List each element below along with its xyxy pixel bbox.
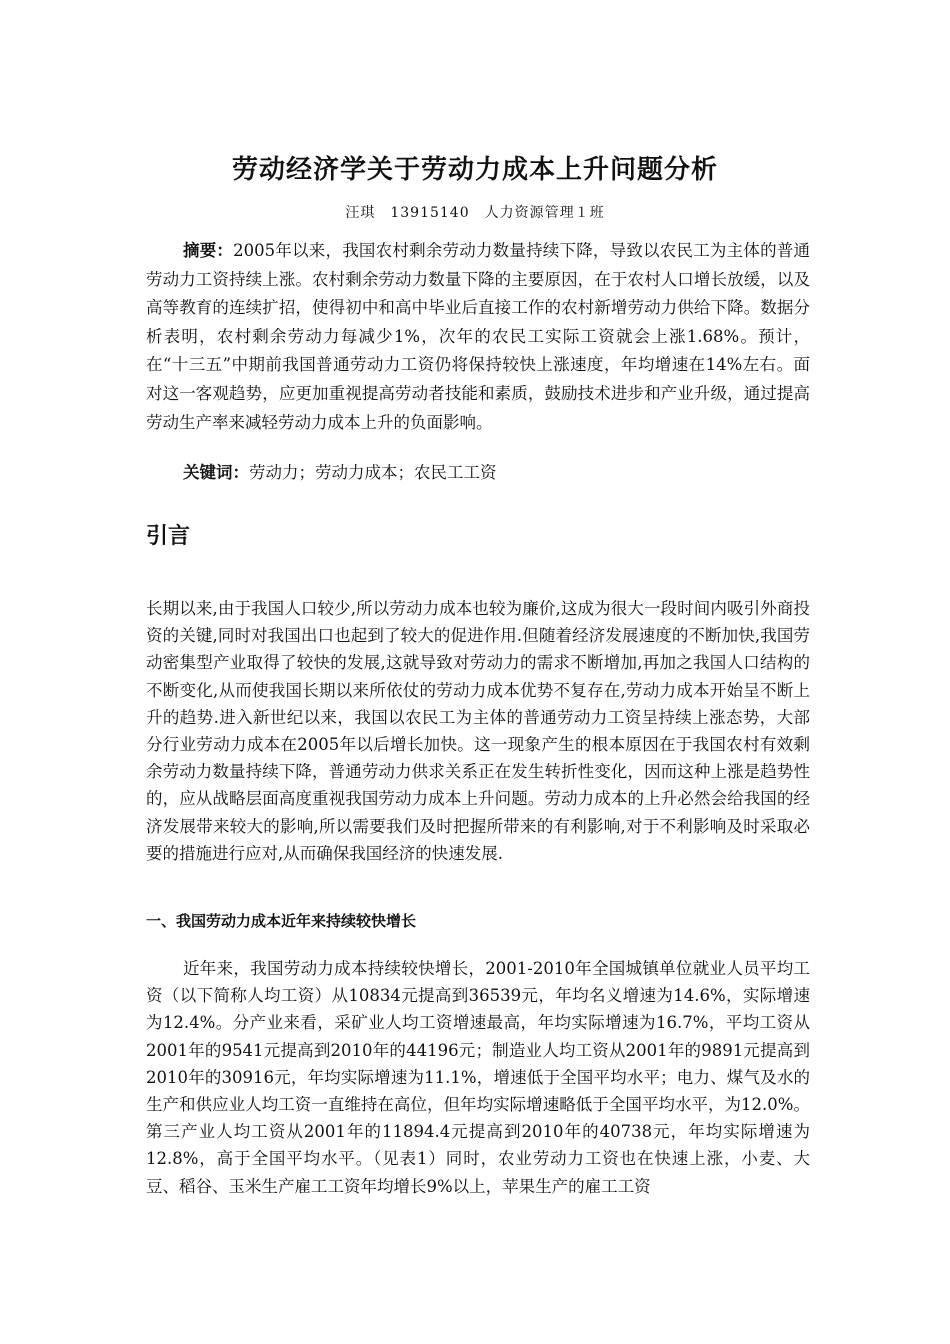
intro-heading: 引言 [146,524,191,549]
abstract-paragraph [146,237,810,437]
keywords-label: 关键词： [183,463,249,482]
intro-paragraph: 长期以来,由于我国人口较少,所以劳动力成本也较为廉价,这成为很大一段时间内吸引外商投资的关键,同时对我国出口也起到了较大的促进作用.但随着经济发展速度的不断加快,我国劳动密集型产业取得了较快的发展,这就导致对劳动力的需求不断增加,再加之我国人口结构的不断变化,从而使我国长期以来所依仗的劳动力成本优势不复存在,劳动力成本开始呈不断上升的趋势.进入新世纪以来，我国以农民工为主体的普通劳动力工资呈持续上涨态势，大部分行业劳动力成本在2005年以后增长加快。这一现象产生的根本原因在于我国农村有效剩余劳动力数量持续下降，普通劳动力供求关系正在发生转折性变化，因而这种上涨是趋势性的，应从战略层面高度重视我国劳动力成本上升问题。劳动力成本的上升必然会给我国的经济发展带来较大的影响,所以需要我们及时把握所带来的有利影响,对于不利影响及时采取必要的措施进行应对,从而确保我国经济的快速发展. [146,599,810,863]
keywords-text: 劳动力；劳动力成本；农民工工资 [249,463,497,482]
section-one-heading: 一、我国劳动力成本近年来持续较快增长 [146,912,417,930]
abstract-text: 2005年以来，我国农村剩余劳动力数量持续下降，导致以农民工为主体的普通劳动力工资持续上涨。农村剩余劳动力数量下降的主要原因，在于农村人口增长放缓，以及高等教育的连续扩招，使得初中和高中毕业后直接工作的农村新增劳动力供给下降。数据分析表明，农村剩余劳动力每减少1%，次年的农民工实际工资就会上涨1.68%。预计，在“十三五”中期前我国普通劳动力工资仍将保持较快上涨速度，年均增速在14%左右。面对这一客观趋势，应更加重视提高劳动者技能和素质，鼓励技术进步和产业升级，通过提高劳动生产率来减轻劳动力成本上升的负面影响。 [146,241,811,432]
paper-title: 劳动经济学关于劳动力成本上升问题分析 [231,155,718,186]
author-byline: 汪琪 13915140 人力资源管理１班 [345,205,605,221]
section-one-paragraph: 近年来，我国劳动力成本持续较快增长，2001-2010年全国城镇单位就业人员平均工资（以下简称人均工资）从10834元提高到36539元，年均名义增速为14.6%，实际增速为12.4%。分产业来看，采矿业人均工资增速最高，年均实际增速为16.7%，平均工资从2001年的9541元提高到2010年的44196元；制造业人均工资从2001年的9891元提高到2010年的30916元，年均实际增速为11.1%，增速低于全国平均水平；电力、煤气及水的生产和供应业人均工资一直维持在高位，但年均实际增速略低于全国平均水平，为12.0%。第三产业人均工资从2001年的11894.4元提高到2010年的40738元，年均实际增速为12.8%，高于全国平均水平。（见表1）同时，农业劳动力工资也在快速上涨，小麦、大豆、稻谷、玉米生产雇工工资年均增长9%以上，苹果生产的雇工工资 [146,959,810,1196]
abstract-label: 摘要： [183,241,234,260]
keywords-line [146,458,810,488]
